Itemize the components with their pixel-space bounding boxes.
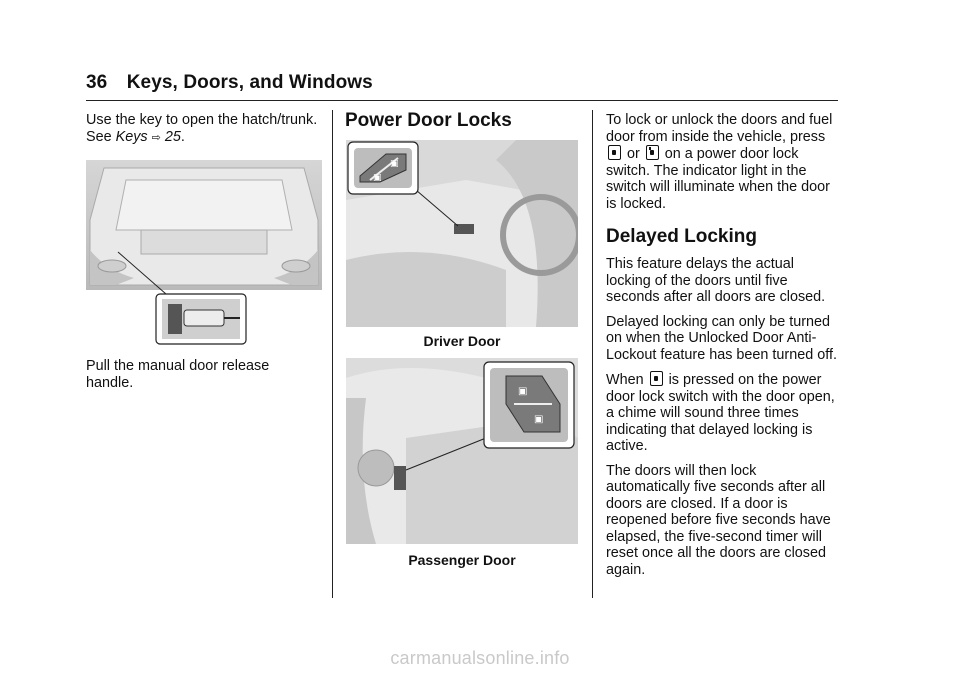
delayed-locking-condition: Delayed locking can only be turned on when the Unlocked Door Anti-Lockout feature has been turned off. (606, 313, 837, 363)
or-text: or (627, 146, 640, 162)
keys-link[interactable]: Keys (115, 128, 148, 145)
svg-text:▣: ▣ (390, 159, 399, 169)
svg-text:▣: ▣ (373, 173, 382, 183)
section-title: Keys, Doors, and Windows (126, 72, 373, 93)
watermark: carmanualsonline.info (390, 648, 570, 668)
release-paragraph (86, 358, 286, 399)
lock-unlock-text-a: To lock or unlock the doors and fuel door from inside the vehicle, press (606, 112, 833, 145)
delayed-locking-activation (606, 371, 838, 455)
hatch-paragraph (86, 112, 322, 146)
when-text: When (606, 372, 644, 388)
hatch-text: Use the key to open the hatch/trunk. (86, 112, 318, 128)
column-left (86, 112, 322, 154)
cargo-area-illustration (86, 160, 322, 346)
delayed-locking-heading: Delayed Locking (606, 226, 757, 247)
svg-text:▣: ▣ (534, 414, 544, 425)
driver-door-illustration (346, 140, 578, 327)
activation-text: is pressed on the power door lock switch with the door open, a chime will sound three times indicating that delayed locking is active. (606, 372, 835, 454)
unlock-icon (646, 145, 659, 160)
lock-icon-inline (650, 371, 663, 386)
release-text: Pull the manual door release handle. (86, 358, 270, 391)
lock-icon (608, 145, 621, 160)
passenger-door-illustration (346, 358, 578, 544)
delayed-locking-timer: The doors will then lock automatically five seconds after all doors are closed. If a door is reopened before five seconds have elapsed, the five-second timer will reset once all the doors are closed again. (606, 462, 831, 578)
see-text: See (86, 128, 116, 145)
lock-unlock-text-b: on a power door lock switch. The indicator light in the switch will illuminate when the door is locked. (606, 146, 830, 212)
driver-door-caption: Driver Door (423, 333, 501, 349)
page-header (86, 72, 373, 94)
page-ref-arrow-icon: ⇨ (151, 131, 161, 144)
delayed-locking-intro: This feature delays the actual locking of the doors until five seconds after all doors are closed. (606, 256, 826, 305)
power-door-locks-heading: Power Door Locks (345, 110, 512, 131)
column-divider-left (332, 110, 333, 598)
period: . (180, 128, 185, 145)
header-rule (86, 100, 838, 101)
keys-page-ref[interactable]: 25 (164, 128, 181, 145)
page-number: 36 (86, 72, 108, 93)
lock-unlock-paragraph (606, 112, 838, 212)
column-right (606, 112, 838, 586)
passenger-door-caption: Passenger Door (408, 552, 516, 568)
column-divider-right (592, 110, 593, 598)
svg-text:▣: ▣ (518, 386, 528, 397)
